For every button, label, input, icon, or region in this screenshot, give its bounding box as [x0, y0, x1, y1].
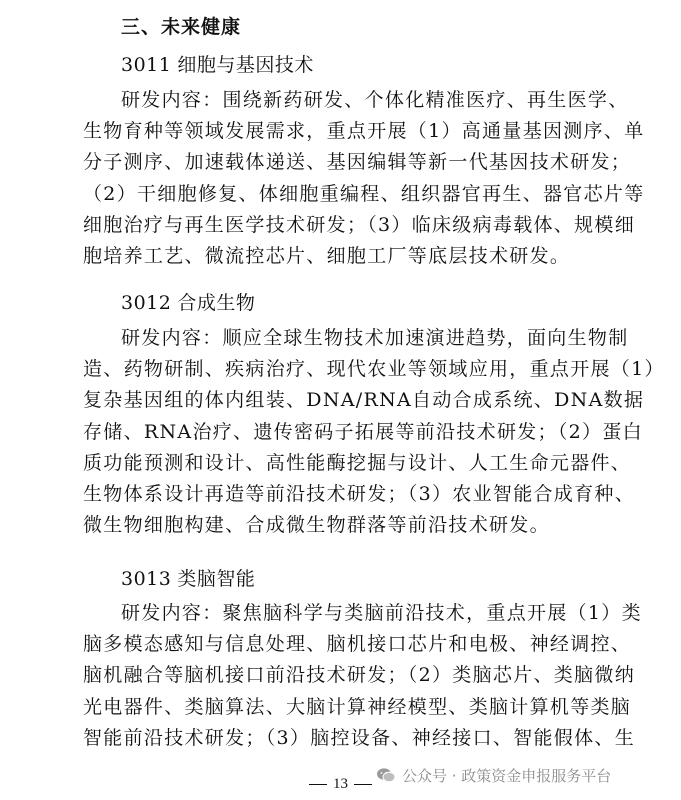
paragraph-line: 光电器件、类脑算法、大脑计算神经模型、类脑计算机等类脑: [83, 695, 632, 718]
item-paragraph-3013: [83, 598, 642, 754]
paragraph-line: 存储、RNA治疗、遗传密码子拓展等前沿技术研发；（2）蛋白: [83, 420, 643, 443]
paragraph-line: 研发内容：顺应全球生物技术加速演进趋势，面向生物制: [121, 327, 629, 349]
item-title: 细胞与基因技术: [177, 54, 314, 76]
watermark-text: 公众号 · 政策资金申报服务平台: [402, 766, 612, 785]
paragraph-line: 生物体系设计再造等前沿技术研发；（3）农业智能合成育种、: [83, 482, 635, 505]
item-paragraph-3011: [83, 85, 645, 272]
item-code: 3012: [121, 292, 172, 314]
item-title-3011: [121, 52, 314, 78]
section-heading: 三、未来健康: [121, 16, 242, 38]
paragraph-line: 造、药物研制、疾病治疗、现代农业等领域应用，重点开展（1）: [83, 358, 665, 381]
item-title: 合成生物: [177, 292, 256, 314]
paragraph-line: 分子测序、加速载体递送、基因编辑等新一代基因技术研发；: [83, 151, 632, 174]
paragraph-line: 生物育种等领域发展需求，重点开展（1）高通量基因测序、单: [83, 120, 645, 143]
paragraph-line: 脑机融合等脑机接口前沿技术研发；（2）类脑芯片、类脑微纳: [83, 664, 635, 687]
paragraph-line: 研发内容：围绕新药研发、个体化精准医疗、再生医学、: [121, 89, 629, 111]
paragraph-line: （2）干细胞修复、体细胞重编程、组织器官再生、器官芯片等: [83, 182, 645, 205]
page-number: [0, 776, 681, 793]
paragraph-line: 胞培养工艺、微流控芯片、细胞工厂等底层技术研发。: [83, 244, 571, 267]
item-code: 3013: [121, 568, 172, 590]
item-title-3012: [121, 290, 255, 316]
page-number-dash-right: [354, 784, 372, 785]
item-title-3013: [121, 566, 255, 592]
item-paragraph-3012: [83, 323, 665, 541]
paragraph-line: 细胞治疗与再生医学技术研发；（3）临床级病毒载体、规模细: [83, 213, 635, 236]
paragraph-line: 智能前沿技术研发；（3）脑控设备、神经接口、智能假体、生: [83, 726, 635, 749]
item-title: 类脑智能: [177, 568, 256, 590]
paragraph-line: 研发内容：聚焦脑科学与类脑前沿技术，重点开展（1）类: [121, 602, 642, 624]
paragraph-line: 脑多模态感知与信息处理、脑机接口芯片和电极、神经调控、: [83, 633, 632, 656]
item-code: 3011: [121, 54, 172, 76]
page-number-value: 13: [333, 776, 348, 792]
paragraph-line: 质功能预测和设计、高性能酶挖掘与设计、人工生命元器件、: [83, 451, 632, 474]
page-number-dash-left: [309, 784, 327, 785]
paragraph-line: 复杂基因组的体内组装、DNA/RNA自动合成系统、DNA数据: [83, 389, 645, 412]
paragraph-line: 微生物细胞构建、合成微生物群落等前沿技术研发。: [83, 514, 550, 537]
